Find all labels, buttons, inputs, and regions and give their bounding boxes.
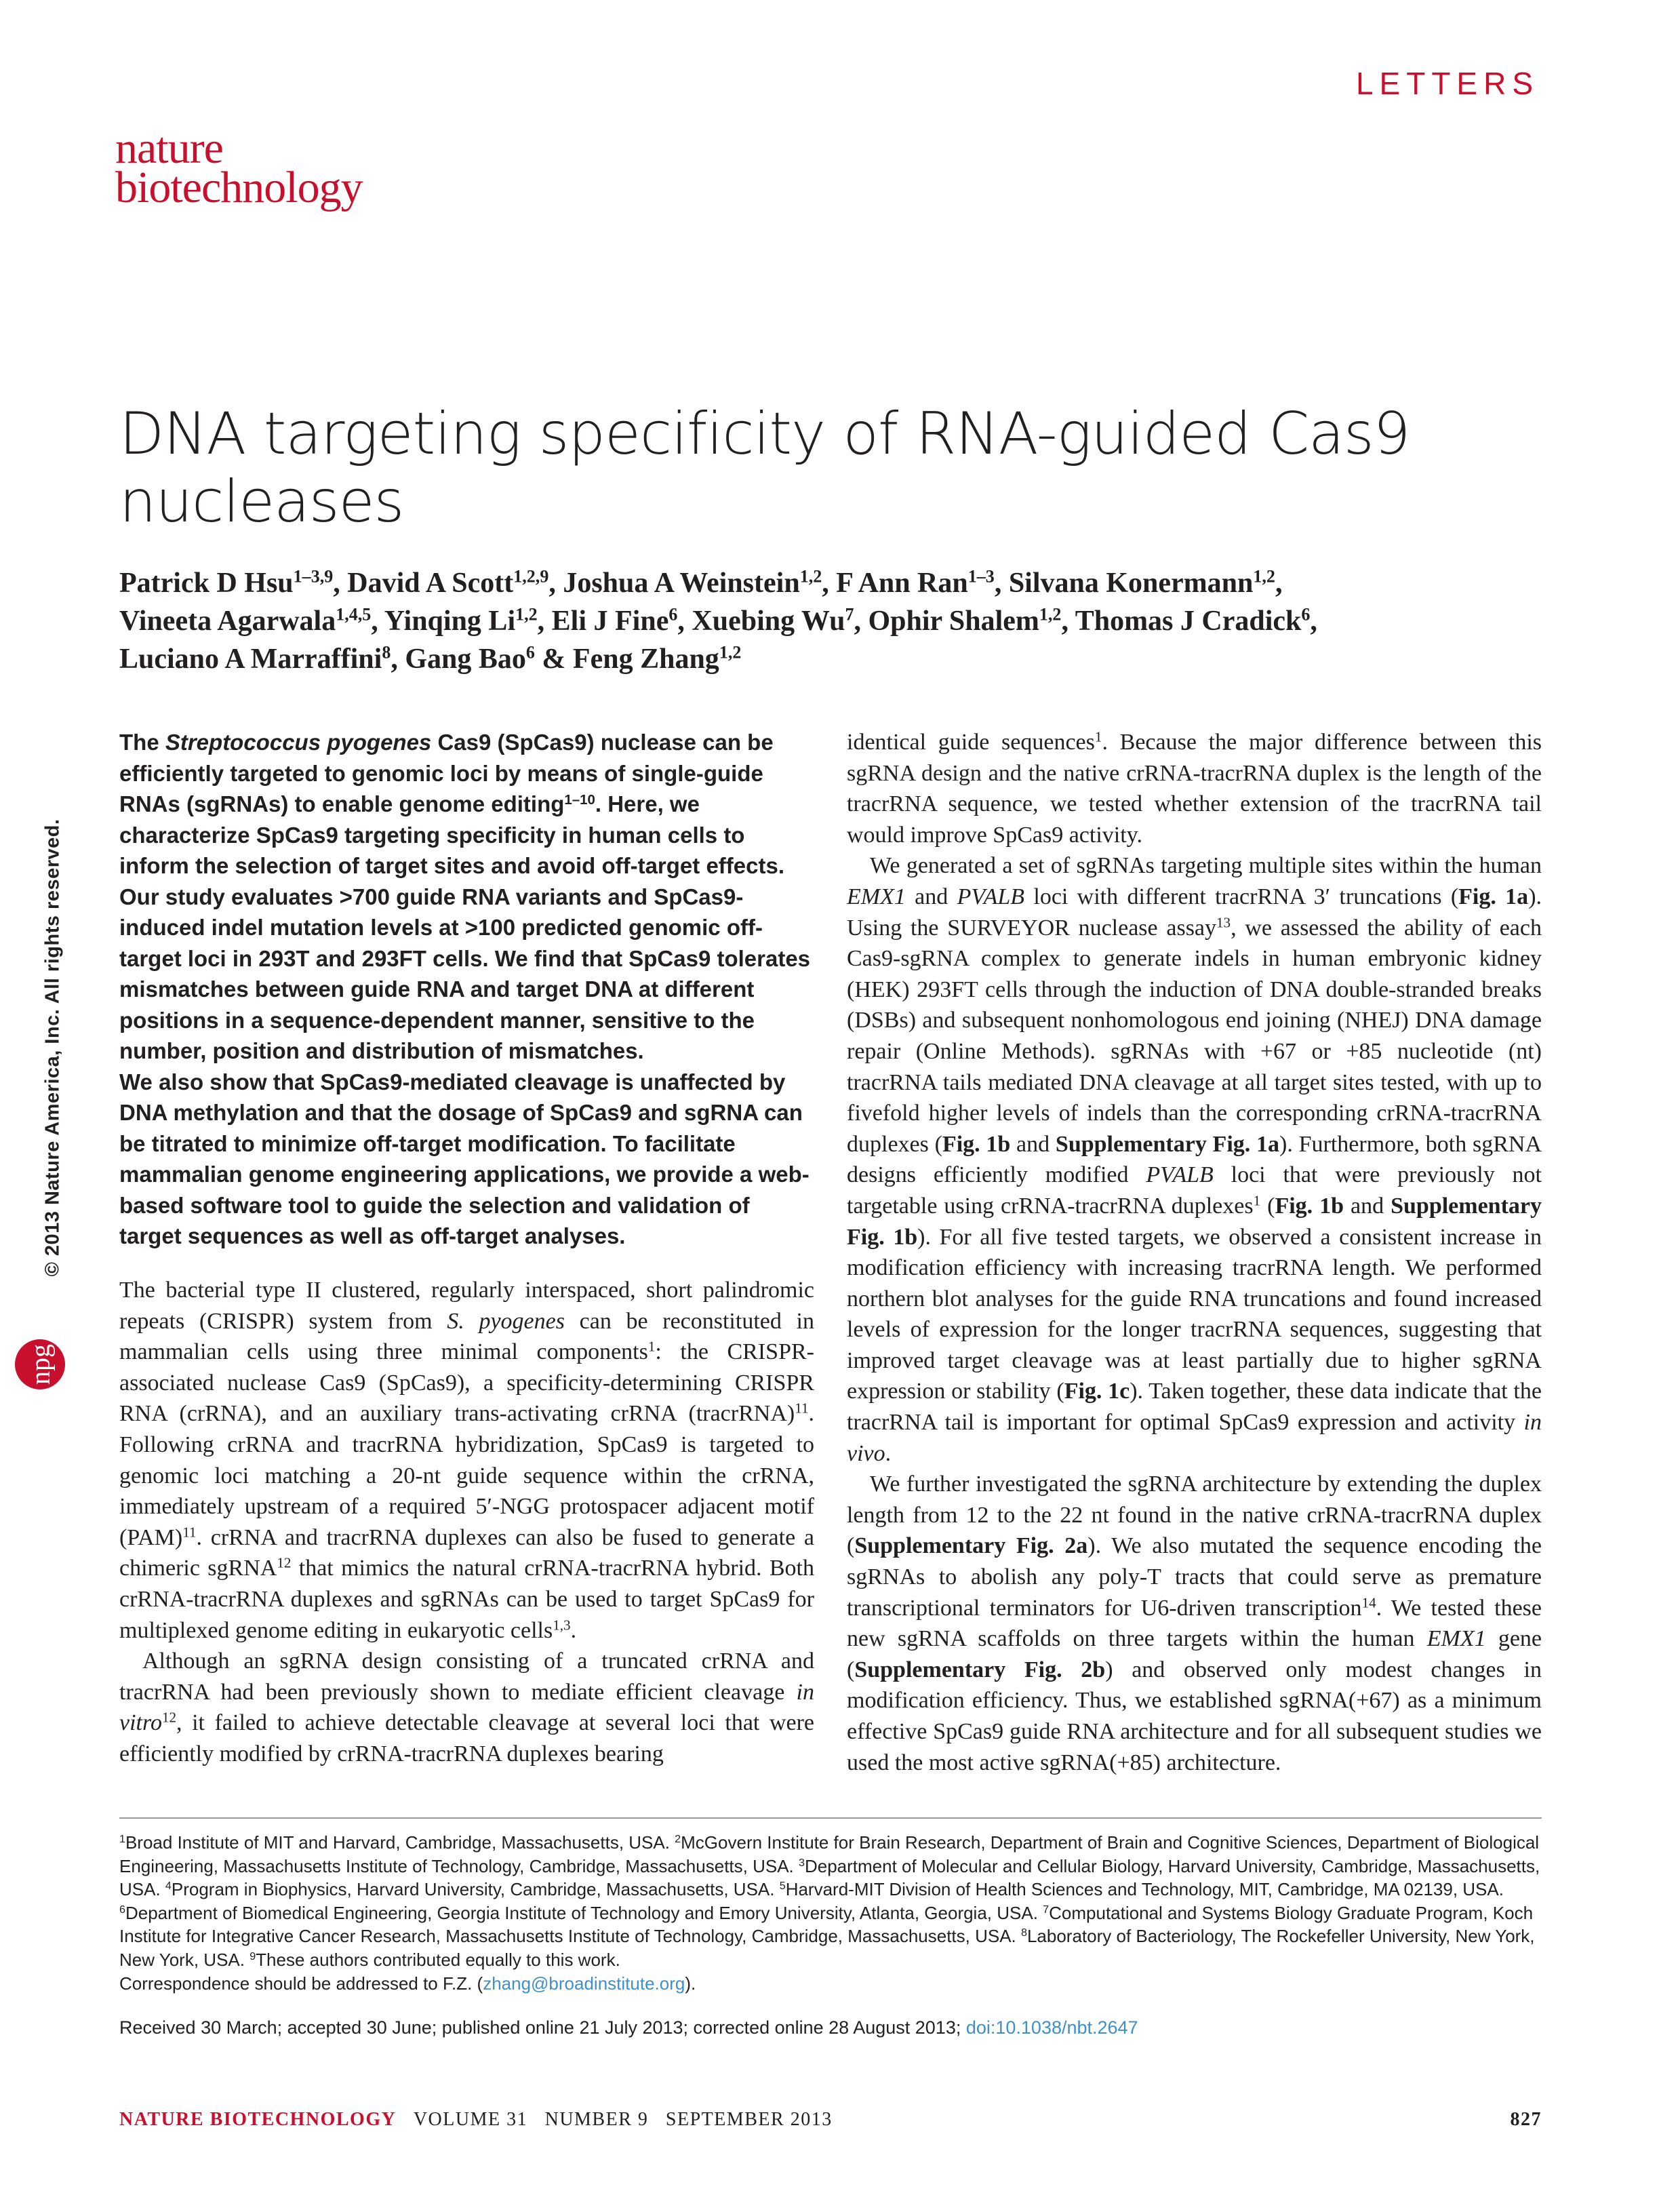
body-column-left [119,1275,814,1770]
author-separator: , [371,606,384,637]
figure-reference[interactable]: Fig. 1b [1275,1193,1344,1219]
author-affiliation-mark: 1,2 [719,642,742,663]
author-affiliation-mark: 6 [668,604,678,625]
author-line-3 [119,640,1577,678]
author-name: Eli J Fine [551,606,669,637]
article-title: DNA targeting specificity of RNA-guided Cas9 nucleases [119,400,1410,536]
author-name: Feng Zhang [572,644,719,675]
author-name: Xuebing Wu [692,606,845,637]
author-separator: , [822,568,837,599]
author-affiliation-mark: 1,2 [515,604,538,625]
email-link[interactable]: zhang@broadinstitute.org [483,1973,685,1994]
abstract-paragraph-2: We also show that SpCas9-mediated cleavage is unaffected by DNA methylation and that the dosage of SpCas9 and sgRNA can be titrated to minimize off-target modification. To facilitate mammalian genome engineering applications, we provide a web-based software tool to guide the selection and validation of target sequences as well as off-target analyses. [119,1069,810,1248]
journal-logo [115,123,363,212]
author-affiliation-mark: 7 [845,604,854,625]
author-name: Silvana Konermann [1008,568,1254,599]
affiliation-list: $^1$Broad Institute of MIT and Harvard, Cambridge, Massachusetts, USA. $^2$McGovern Institute for Brain Research, Department of Brain and Cognitive Sciences, Department of Biological Engineering, Massachusetts Institute of Technology, Cambridge, Massachusetts, USA. $^3$Department of Molecular and Cellular Biology, Harvard University, Cambridge, Massachusetts, USA. $^4$Program in Biophysics, Harvard University, Cambridge, Massachusetts, USA. $^5$Harvard-MIT Division of Health Sciences and Technology, MIT, Cambridge, MA 02139, USA. $^6$Department of Biomedical Engineering, Georgia Institute of Technology and Emory University, Atlanta, Georgia, USA. $^7$Computational and Systems Biology Graduate Program, Koch Institute for Integrative Cancer Research, Massachusetts Institute of Technology, Cambridge, Massachusetts, USA. $^8$Laboratory of Bacteriology, The Rockefeller University, New York, New York, USA. $^9$These authors contributed equally to this work. [119,1832,1540,1970]
body-paragraph: Although an sgRNA design consisting of a truncated crRNA and tracrRNA had been previously shown to mediate efficient cleavage in vitro$^{12}$, it failed to achieve detectable cleavage at several loci that were efficiently modified by crRNA-tracrRNA duplexes bearing [119,1648,814,1766]
author-name: Ophir Shalem [868,606,1039,637]
body-paragraph: The bacterial type II clustered, regularly interspaced, short palindromic repeats (CRISPR) system from S. pyogenes can be reconstituted in mammalian cells using three minimal components$^1$: the CRISPR-associated nuclease Cas9 (SpCas9), a specificity-determining CRISPR RNA (crRNA), and an auxiliary trans-activating crRNA (tracrRNA)$^{11}$. Following crRNA and tracrRNA hybridization, SpCas9 is targeted to genomic loci matching a 20-nt guide sequence within the crRNA, immediately upstream of a required 5′-NGG protospacer adjacent motif (PAM)$^{11}$. crRNA and tracrRNA duplexes can also be fused to generate a chimeric sgRNA$^{12}$ that mimics the natural crRNA-tracrRNA hybrid. Both crRNA-tracrRNA duplexes and sgRNAs can be used to target SpCas9 for multiplexed genome editing in eukaryotic cells$^{1,3}$. [119,1278,814,1643]
citation: 1 [647,1338,656,1355]
author-separator: , [548,568,563,599]
body-paragraph: We generated a set of sgRNAs targeting multiple sites within the human EMX1 and PVALB loci with different tracrRNA 3′ truncations (Fig. 1a). Using the SURVEYOR nuclease assay$^{13}$, we assessed the ability of each Cas9-sgRNA complex to generate indels in human embryonic kidney (HEK) 293FT cells through the induction of DNA double-stranded breaks (DSBs) and subsequent nonhomologous end joining (NHEJ) DNA damage repair (Online Methods). sgRNAs with +67 or +85 nucleotide (nt) tracrRNA tails mediated DNA cleavage at all target sites tested, with up to fivefold higher levels of indels than the corresponding crRNA-tracrRNA duplexes (Fig. 1b and Supplementary Fig. 1a). Furthermore, both sgRNA designs efficiently modified PVALB loci that were previously not targetable using crRNA-tracrRNA duplexes$^1$ (Fig. 1b and Supplementary Fig. 1b). For all five tested targets, we observed a consistent increase in modification efficiency with increasing tracrRNA length. We performed northern blot analyses for the guide RNA truncations and found increased levels of expression for the longer tracrRNA sequences, suggesting that improved target cleavage was at least partially due to higher sgRNA expression or stability (Fig. 1c). Taken together, these data indicate that the tracrRNA tail is important for optimal SpCas9 expression and activity in vivo. [847,853,1542,1466]
author-name: David A Scott [347,568,514,599]
body-paragraph: identical guide sequences$^1$. Because the major difference between this sgRNA design and the native crRNA-tracrRNA duplex is the length of the tracrRNA sequence, we tested whether extension of the tracrRNA tail would improve SpCas9 activity. [847,728,1542,848]
footer-volume: VOLUME 31 [413,2109,528,2130]
footer-journal: NATURE BIOTECHNOLOGY [119,2109,397,2130]
abstract-paragraph-1: The Streptococcus pyogenes Cas9 (SpCas9) nuclease can be efficiently targeted to genomic loci by means of single-guide RNAs (sgRNAs) to enable genome editing$^{1-10}$. Here, we characterize SpCas9 targeting specificity in human cells to inform the selection of target sites and avoid off-target effects. Our study evaluates >700 guide RNA variants and SpCas9-induced indel mutation levels at >100 predicted genomic off-target loci in 293T and 293FT cells. We find that SpCas9 tolerates mismatches between guide RNA and target DNA at different positions in a sequence-dependent manner, sensitive to the number, position and distribution of mismatches. [119,730,811,1063]
author-affiliation-mark: 8 [382,642,391,663]
figure-reference[interactable]: Supplementary Fig. 1a [1055,1131,1280,1157]
author-line-1 [119,564,1577,602]
footnote-divider [119,1817,1542,1819]
publication-history: Received 30 March; accepted 30 June; published online 21 July 2013; corrected online 28 August 2013; doi:10.1038/nbt.2647 [119,2017,1138,2038]
citation: 14 [1361,1594,1376,1611]
citation: 1 [1094,728,1102,745]
figure-reference[interactable]: Fig. 1c [1064,1379,1130,1404]
author-affiliation-mark: 1,2 [1039,604,1062,625]
author-separator: , [854,606,868,637]
author-affiliation-mark: 6 [1301,604,1311,625]
author-affiliation-mark: 1,2 [799,566,822,587]
citation: 1 [1253,1192,1261,1209]
npg-logo-text: npg [24,1344,56,1385]
doi-link[interactable]: doi:10.1038/nbt.2647 [965,2017,1138,2038]
author-affiliation-mark: 1–3,9 [293,566,334,587]
copyright-notice: © 2013 Nature America, Inc. All rights reserved. [41,818,64,1277]
correspondence: Correspondence should be addressed to F.Z. (zhang@broadinstitute.org). [119,1973,696,1994]
author-affiliation-mark: 6 [525,642,535,663]
figure-reference[interactable]: Supplementary Fig. 1b [847,1193,1542,1250]
citation: 1–10 [564,791,595,808]
citation: 13 [1216,913,1231,930]
species-name: Streptococcus pyogenes [165,730,432,755]
logo-line-nature: nature [115,123,223,173]
author-separator: , [677,606,692,637]
section-label: LETTERS [1355,66,1539,101]
author-list [119,564,1577,678]
author-name: Vineeta Agarwala [119,606,336,637]
figure-reference[interactable]: Fig. 1a [1458,884,1529,909]
footer-number: NUMBER 9 [544,2109,649,2130]
citation: 12 [277,1554,292,1571]
author-name: Patrick D Hsu [119,568,294,599]
citation: 11 [795,1400,809,1417]
author-name: Thomas J Cradick [1075,606,1302,637]
citation: 12 [161,1709,177,1726]
npg-logo-icon [15,1339,65,1389]
author-separator: , [1061,606,1075,637]
author-name: Luciano A Marraffini [119,644,382,675]
author-name: Yinqing Li [384,606,516,637]
author-separator: , [1275,568,1283,599]
body-paragraph: We further investigated the sgRNA architecture by extending the duplex length from 12 to the 22 nt found in the native crRNA-tracrRNA duplex (Supplementary Fig. 2a). We also mutated the sequence encoding the sgRNAs to abolish any poly-T tracts that could serve as premature transcriptional terminators for U6-driven transcription$^{14}$. We tested these new sgRNA scaffolds on three targets within the human EMX1 gene (Supplementary Fig. 2b) and observed only modest changes in modification efficiency. Thus, we established sgRNA(+67) as a minimum effective SpCas9 guide RNA architecture and for all subsequent studies we used the most active sgRNA(+85) architecture. [847,1472,1542,1775]
body-column-right [847,727,1542,1778]
abstract [119,727,814,1252]
author-name: F Ann Ran [836,568,968,599]
logo-line-biotechnology: biotechnology [115,163,363,212]
citation: 1,3 [553,1616,571,1633]
affiliations [119,1831,1542,1995]
author-separator: , [1310,606,1317,637]
author-separator: , [994,568,1009,599]
figure-reference[interactable]: Supplementary Fig. 2a [854,1533,1088,1559]
author-line-2 [119,602,1577,640]
citation: 11 [182,1524,197,1541]
page-footer [119,2109,1542,2136]
copyright-sidebar [33,804,73,1292]
author-name: Joshua A Weinstein [563,568,800,599]
figure-reference[interactable]: Supplementary Fig. 2b [854,1657,1106,1682]
figure-reference[interactable]: Fig. 1b [942,1131,1011,1157]
author-separator: , [333,568,348,599]
author-affiliation-mark: 1,2 [1253,566,1275,587]
author-separator: , [391,644,405,675]
author-name: Gang Bao [405,644,526,675]
author-separator: , [537,606,552,637]
author-affiliation-mark: 1,4,5 [336,604,372,625]
footer-date: SEPTEMBER 2013 [665,2109,833,2130]
page-number: 827 [1510,2109,1542,2130]
author-separator: & [534,644,573,675]
author-affiliation-mark: 1–3 [967,566,995,587]
author-affiliation-mark: 1,2,9 [513,566,549,587]
